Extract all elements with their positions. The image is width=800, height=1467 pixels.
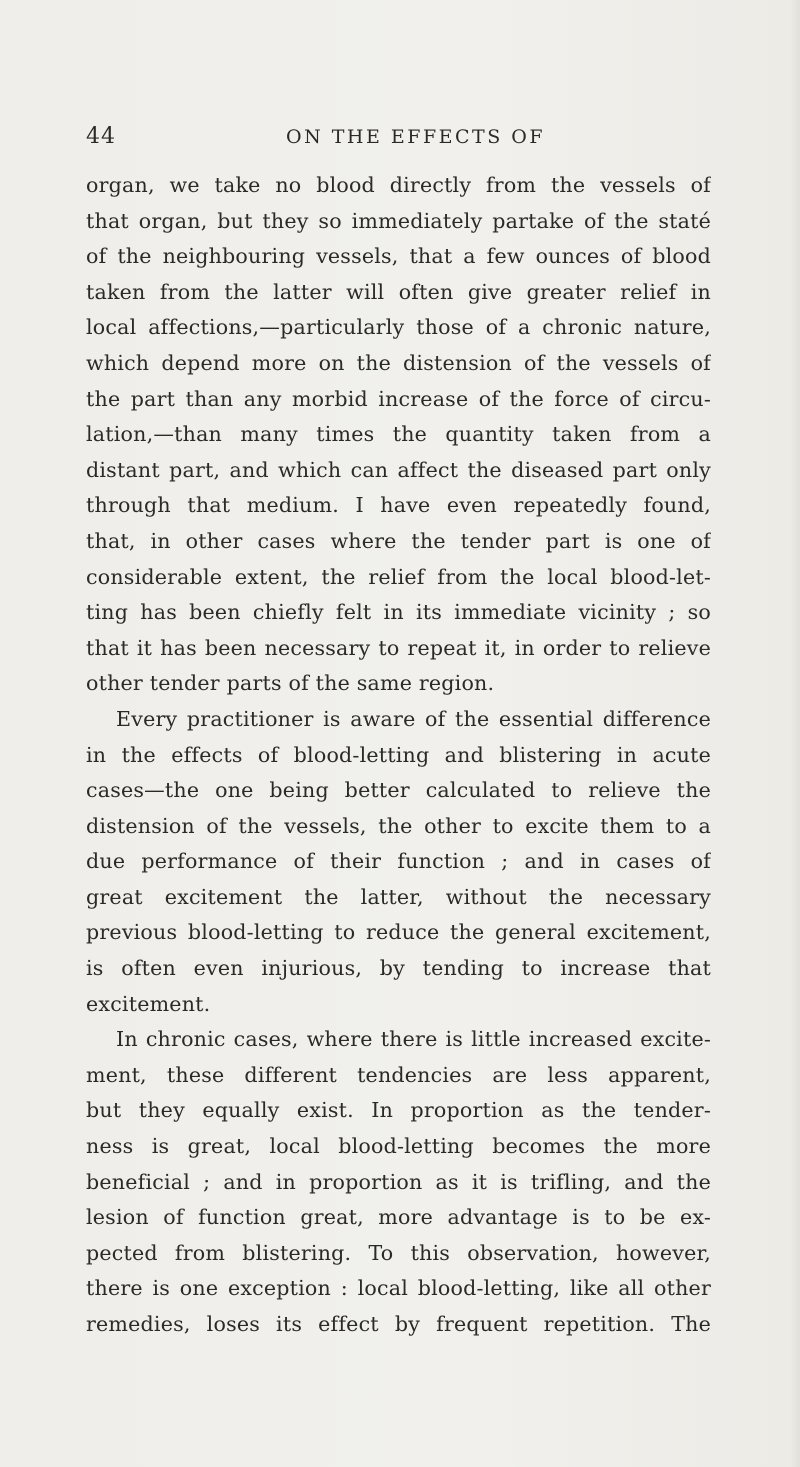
text-line: which depend more on the distension of the vessels of	[86, 350, 711, 375]
text-line: that, in other cases where the tender part is one of	[86, 528, 711, 553]
text-line: ting has been chiefly felt in its immediate vicinity ; so	[86, 600, 711, 625]
text-line: previous blood-letting to reduce the general excitement,	[86, 920, 711, 945]
text-line: great excitement the latter, without the necessary	[86, 884, 711, 909]
text-line: ment, these different tendencies are less apparent,	[86, 1062, 711, 1087]
text-line: through that medium. I have even repeatedly found,	[86, 493, 711, 518]
text-line: due performance of their function ; and in cases of	[86, 849, 711, 874]
text-line: that organ, but they so immediately partake of the staté	[86, 208, 711, 233]
text-line: considerable extent, the relief from the local blood-let-	[86, 564, 711, 589]
running-title: ON THE EFFECTS OF	[286, 126, 546, 148]
text-line: beneficial ; and in proportion as it is trifling, and the	[86, 1169, 711, 1194]
body-text	[86, 168, 711, 1343]
text-line: distension of the vessels, the other to excite them to a	[86, 813, 711, 838]
text-line: the part than any morbid increase of the force of circu-	[86, 386, 711, 411]
text-line: local affections,—particularly those of a chronic nature,	[86, 315, 711, 340]
text-line: distant part, and which can affect the diseased part only	[86, 457, 711, 482]
text-line: taken from the latter will often give greater relief in	[86, 279, 711, 304]
text-line: lation,—than many times the quantity taken from a	[86, 422, 711, 447]
text-line: there is one exception : local blood-letting, like all other	[86, 1276, 711, 1301]
text-line: other tender parts of the same region.	[86, 671, 495, 696]
text-line: lesion of function great, more advantage is to be ex-	[86, 1205, 711, 1230]
text-line: cases—the one being better calculated to relieve the	[86, 778, 711, 803]
page-number: 44	[86, 124, 116, 149]
text-line: in the effects of blood-letting and blistering in acute	[86, 742, 711, 767]
text-line: that it has been necessary to repeat it, in order to relieve	[86, 635, 711, 660]
text-line: excitement.	[86, 991, 211, 1016]
running-head	[86, 124, 706, 154]
text-line: In chronic cases, where there is little increased excite-	[116, 1027, 711, 1052]
text-line: of the neighbouring vessels, that a few ounces of blood	[86, 244, 711, 269]
text-line: remedies, loses its effect by frequent repetition. The	[86, 1312, 711, 1336]
page-edge-shadow	[790, 0, 800, 1467]
text-line: organ, we take no blood directly from the vessels of	[86, 173, 711, 197]
text-line: ness is great, local blood-letting becomes the more	[86, 1134, 711, 1159]
text-line: Every practitioner is aware of the essential difference	[116, 706, 711, 731]
text-line: but they equally exist. In proportion as the tender-	[86, 1098, 711, 1123]
text-line: is often even injurious, by tending to increase that	[86, 956, 711, 981]
text-line: pected from blistering. To this observation, however,	[86, 1240, 711, 1265]
